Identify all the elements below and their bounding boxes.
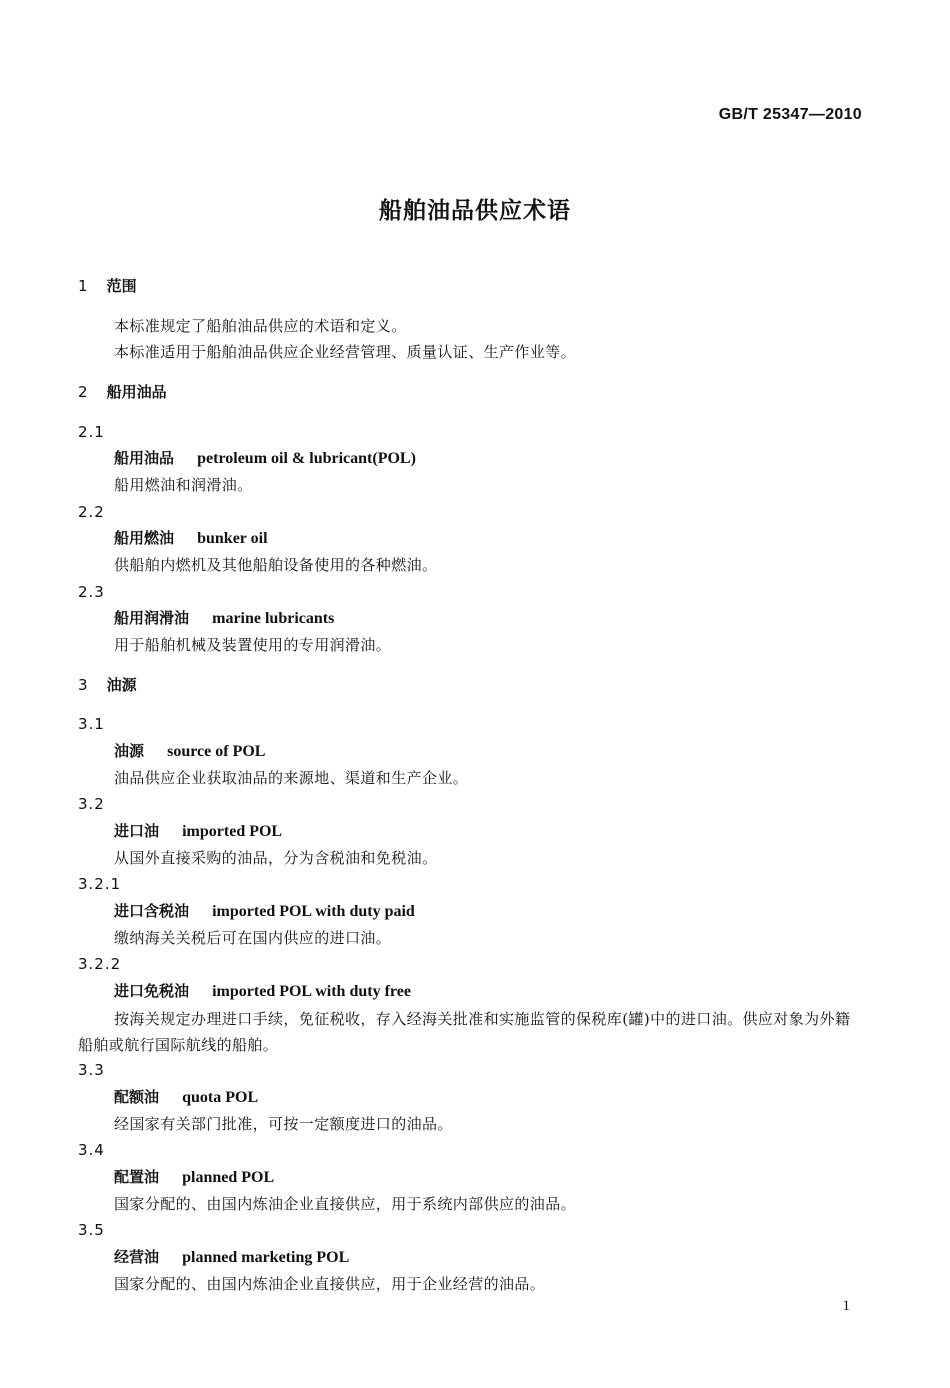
term-heading	[114, 979, 411, 1004]
document-title: 船舶油品供应术语	[379, 198, 571, 224]
term-heading	[114, 819, 282, 844]
term-number: 3.3	[78, 1061, 105, 1079]
paragraph: 本标准规定了船舶油品供应的术语和定义。	[114, 317, 407, 335]
term-english: planned POL	[182, 1169, 275, 1186]
section-3-heading	[78, 673, 137, 697]
term-english: bunker oil	[197, 530, 268, 547]
term-english: quota POL	[182, 1089, 259, 1106]
term-definition: 用于船舶机械及装置使用的专用润滑油。	[114, 636, 392, 654]
term-definition: 缴纳海关关税后可在国内供应的进口油。	[114, 929, 392, 947]
term-heading	[114, 1165, 274, 1190]
term-definition: 从国外直接采购的油品，分为含税油和免税油。	[114, 849, 438, 867]
standard-number: GB/T 25347—2010	[718, 106, 862, 123]
term-chinese: 船用油品	[114, 449, 175, 467]
term-heading	[114, 739, 265, 764]
section-number: 2	[78, 383, 88, 401]
term-heading	[114, 899, 415, 924]
term-heading	[114, 1245, 349, 1270]
term-chinese: 油源	[114, 742, 145, 760]
term-definition: 按海关规定办理进口手续，免征税收，存入经海关批准和实施监管的保税库(罐)中的进口油。供应对象为外籍船舶或航行国际航线的船舶。	[78, 1010, 851, 1054]
section-1-heading	[78, 274, 137, 298]
term-number: 3.1	[78, 715, 105, 733]
term-english: imported POL with duty paid	[212, 903, 415, 920]
term-number: 2.3	[78, 583, 105, 601]
page-number: 1	[842, 1298, 850, 1314]
term-english: planned marketing POL	[182, 1249, 350, 1266]
section-title: 船用油品	[106, 383, 167, 401]
term-chinese: 船用燃油	[114, 529, 175, 547]
term-chinese: 进口免税油	[114, 982, 190, 1000]
term-definition: 国家分配的、由国内炼油企业直接供应，用于系统内部供应的油品。	[114, 1195, 577, 1213]
term-heading	[114, 606, 334, 631]
section-number: 1	[78, 277, 88, 295]
term-definition: 船用燃油和润滑油。	[114, 476, 253, 494]
term-definition: 国家分配的、由国内炼油企业直接供应，用于企业经营的油品。	[114, 1275, 546, 1293]
term-chinese: 经营油	[114, 1248, 160, 1266]
term-chinese: 配置油	[114, 1168, 160, 1186]
term-number: 3.4	[78, 1141, 105, 1159]
term-chinese: 船用润滑油	[114, 609, 190, 627]
term-english: marine lubricants	[212, 610, 335, 627]
term-heading	[114, 1085, 258, 1110]
section-number: 3	[78, 676, 88, 694]
term-chinese: 配额油	[114, 1088, 160, 1106]
term-number: 3.2	[78, 795, 105, 813]
term-number: 2.2	[78, 503, 105, 521]
section-title: 油源	[106, 676, 137, 694]
term-chinese: 进口油	[114, 822, 160, 840]
term-english: source of POL	[167, 743, 266, 760]
term-heading	[114, 446, 416, 471]
section-title: 范围	[106, 277, 137, 295]
term-english: imported POL	[182, 823, 283, 840]
term-number: 3.2.2	[78, 955, 122, 973]
section-2-heading	[78, 380, 167, 404]
term-number: 2.1	[78, 423, 105, 441]
term-english: petroleum oil & lubricant(POL)	[197, 450, 416, 467]
term-chinese: 进口含税油	[114, 902, 190, 920]
term-heading	[114, 526, 268, 551]
term-number: 3.5	[78, 1221, 105, 1239]
paragraph: 本标准适用于船舶油品供应企业经营管理、质量认证、生产作业等。	[114, 343, 577, 361]
term-definition: 供船舶内燃机及其他船舶设备使用的各种燃油。	[114, 556, 438, 574]
term-english: imported POL with duty free	[212, 983, 411, 1000]
term-definition: 经国家有关部门批准，可按一定额度进口的油品。	[114, 1115, 453, 1133]
term-definition: 油品供应企业获取油品的来源地、渠道和生产企业。	[114, 769, 469, 787]
term-number: 3.2.1	[78, 875, 122, 893]
